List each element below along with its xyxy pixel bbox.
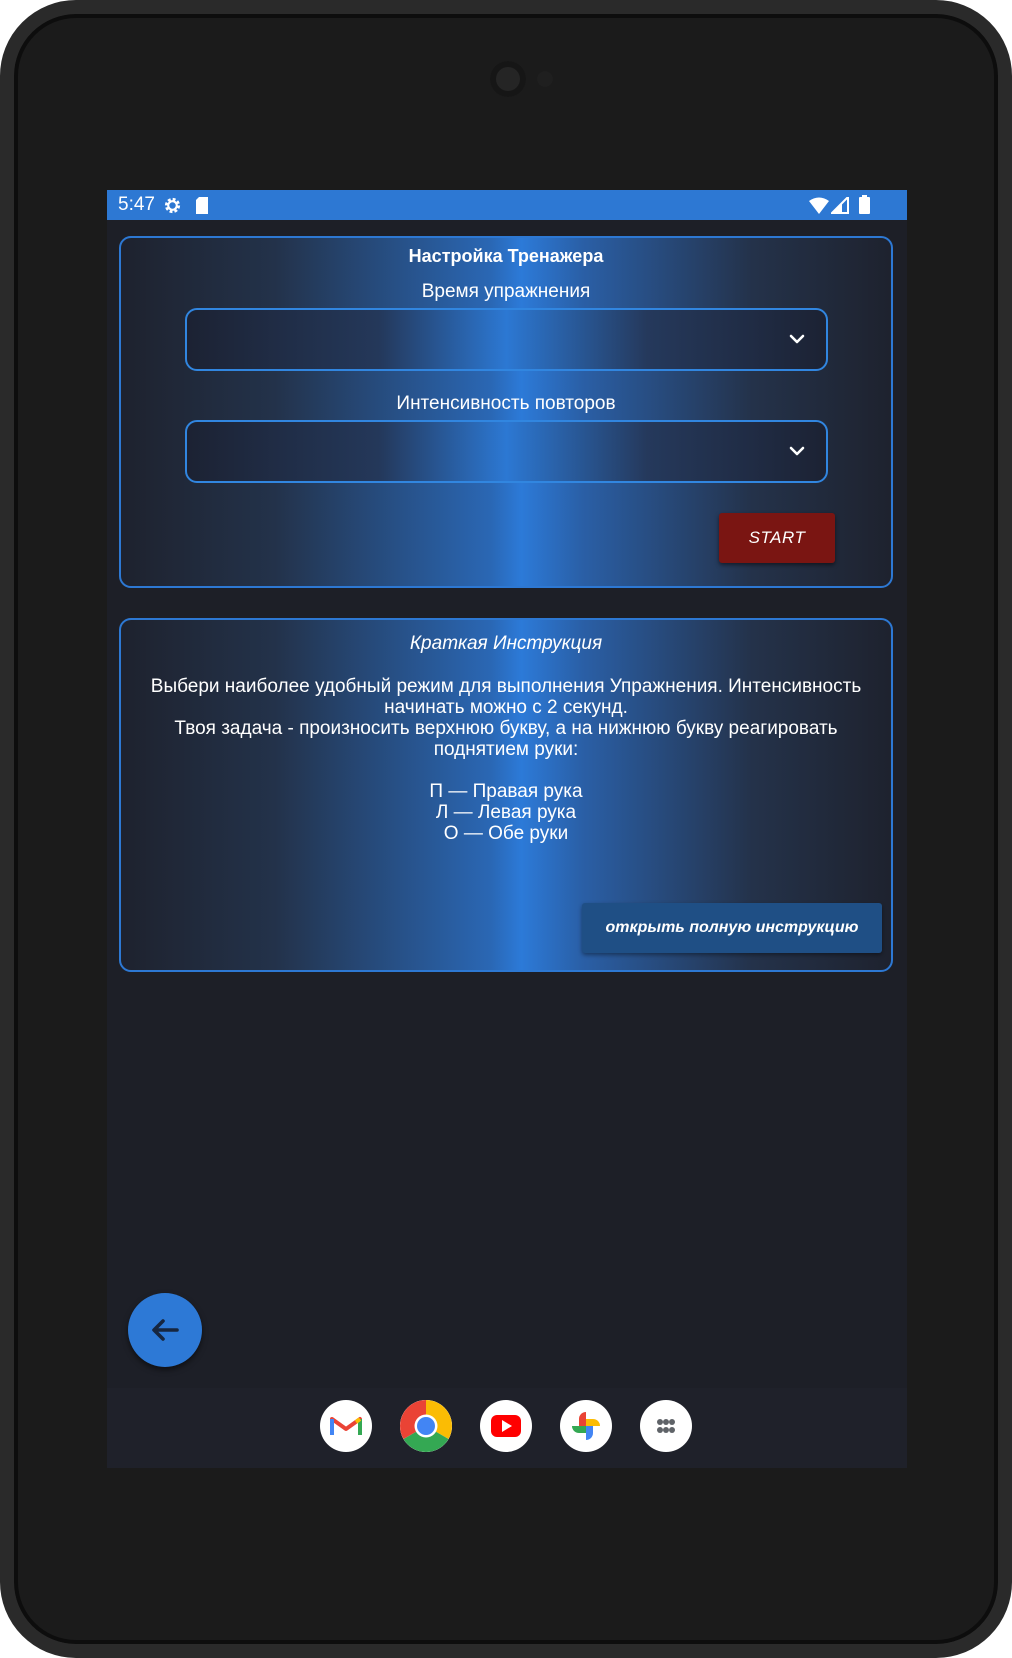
intensity-label: Интенсивность повторов xyxy=(396,393,616,414)
chrome-icon xyxy=(400,1400,452,1452)
front-camera xyxy=(490,61,526,97)
legend-item-right: П — Правая рука xyxy=(429,781,583,802)
gmail-icon xyxy=(320,1400,372,1452)
app-dock xyxy=(107,1388,907,1468)
photos-app[interactable] xyxy=(560,1400,612,1452)
battery-icon xyxy=(859,195,870,218)
short-instruction-panel xyxy=(119,618,893,972)
status-bar xyxy=(107,190,907,220)
cell-signal-icon xyxy=(831,197,849,218)
back-button[interactable] xyxy=(128,1293,202,1367)
chevron-down-icon xyxy=(788,442,806,460)
chrome-app[interactable] xyxy=(400,1400,452,1452)
legend-item-left: Л — Левая рука xyxy=(435,802,577,823)
instruction-line: поднятием руки: xyxy=(433,739,579,760)
wifi-icon xyxy=(809,197,829,218)
camera-sensor xyxy=(537,71,553,87)
arrow-left-icon xyxy=(149,1314,181,1346)
sd-card-icon xyxy=(195,197,209,218)
youtube-app[interactable] xyxy=(480,1400,532,1452)
app-drawer-icon xyxy=(640,1400,692,1452)
exercise-time-dropdown[interactable] xyxy=(185,308,828,371)
instruction-line: Выбери наиболее удобный режим для выполнения Упражнения. Интенсивность xyxy=(150,676,862,697)
app-drawer[interactable] xyxy=(640,1400,692,1452)
legend-item-both: О — Обе руки xyxy=(443,823,569,844)
screen xyxy=(107,190,907,1468)
instruction-panel-title: Краткая Инструкция xyxy=(409,633,603,654)
setup-panel-title: Настройка Тренажера xyxy=(408,246,604,266)
open-full-instruction-button[interactable]: открыть полную инструкцию xyxy=(582,903,882,953)
exercise-time-label: Время упражнения xyxy=(421,281,591,302)
hand-legend xyxy=(141,781,871,844)
settings-icon xyxy=(163,196,182,219)
gmail-app[interactable] xyxy=(320,1400,372,1452)
chevron-down-icon xyxy=(788,330,806,348)
instruction-line: начинать можно с 2 секунд. xyxy=(384,697,628,718)
photos-icon xyxy=(560,1400,612,1452)
youtube-icon xyxy=(480,1400,532,1452)
status-time: 5:47 xyxy=(118,194,155,215)
instruction-line: Твоя задача - произносить верхнюю букву, а на нижнюю букву реагировать xyxy=(174,718,838,739)
start-button[interactable]: START xyxy=(719,513,835,563)
instruction-text xyxy=(141,676,871,760)
trainer-setup-panel xyxy=(119,236,893,588)
intensity-dropdown[interactable] xyxy=(185,420,828,483)
